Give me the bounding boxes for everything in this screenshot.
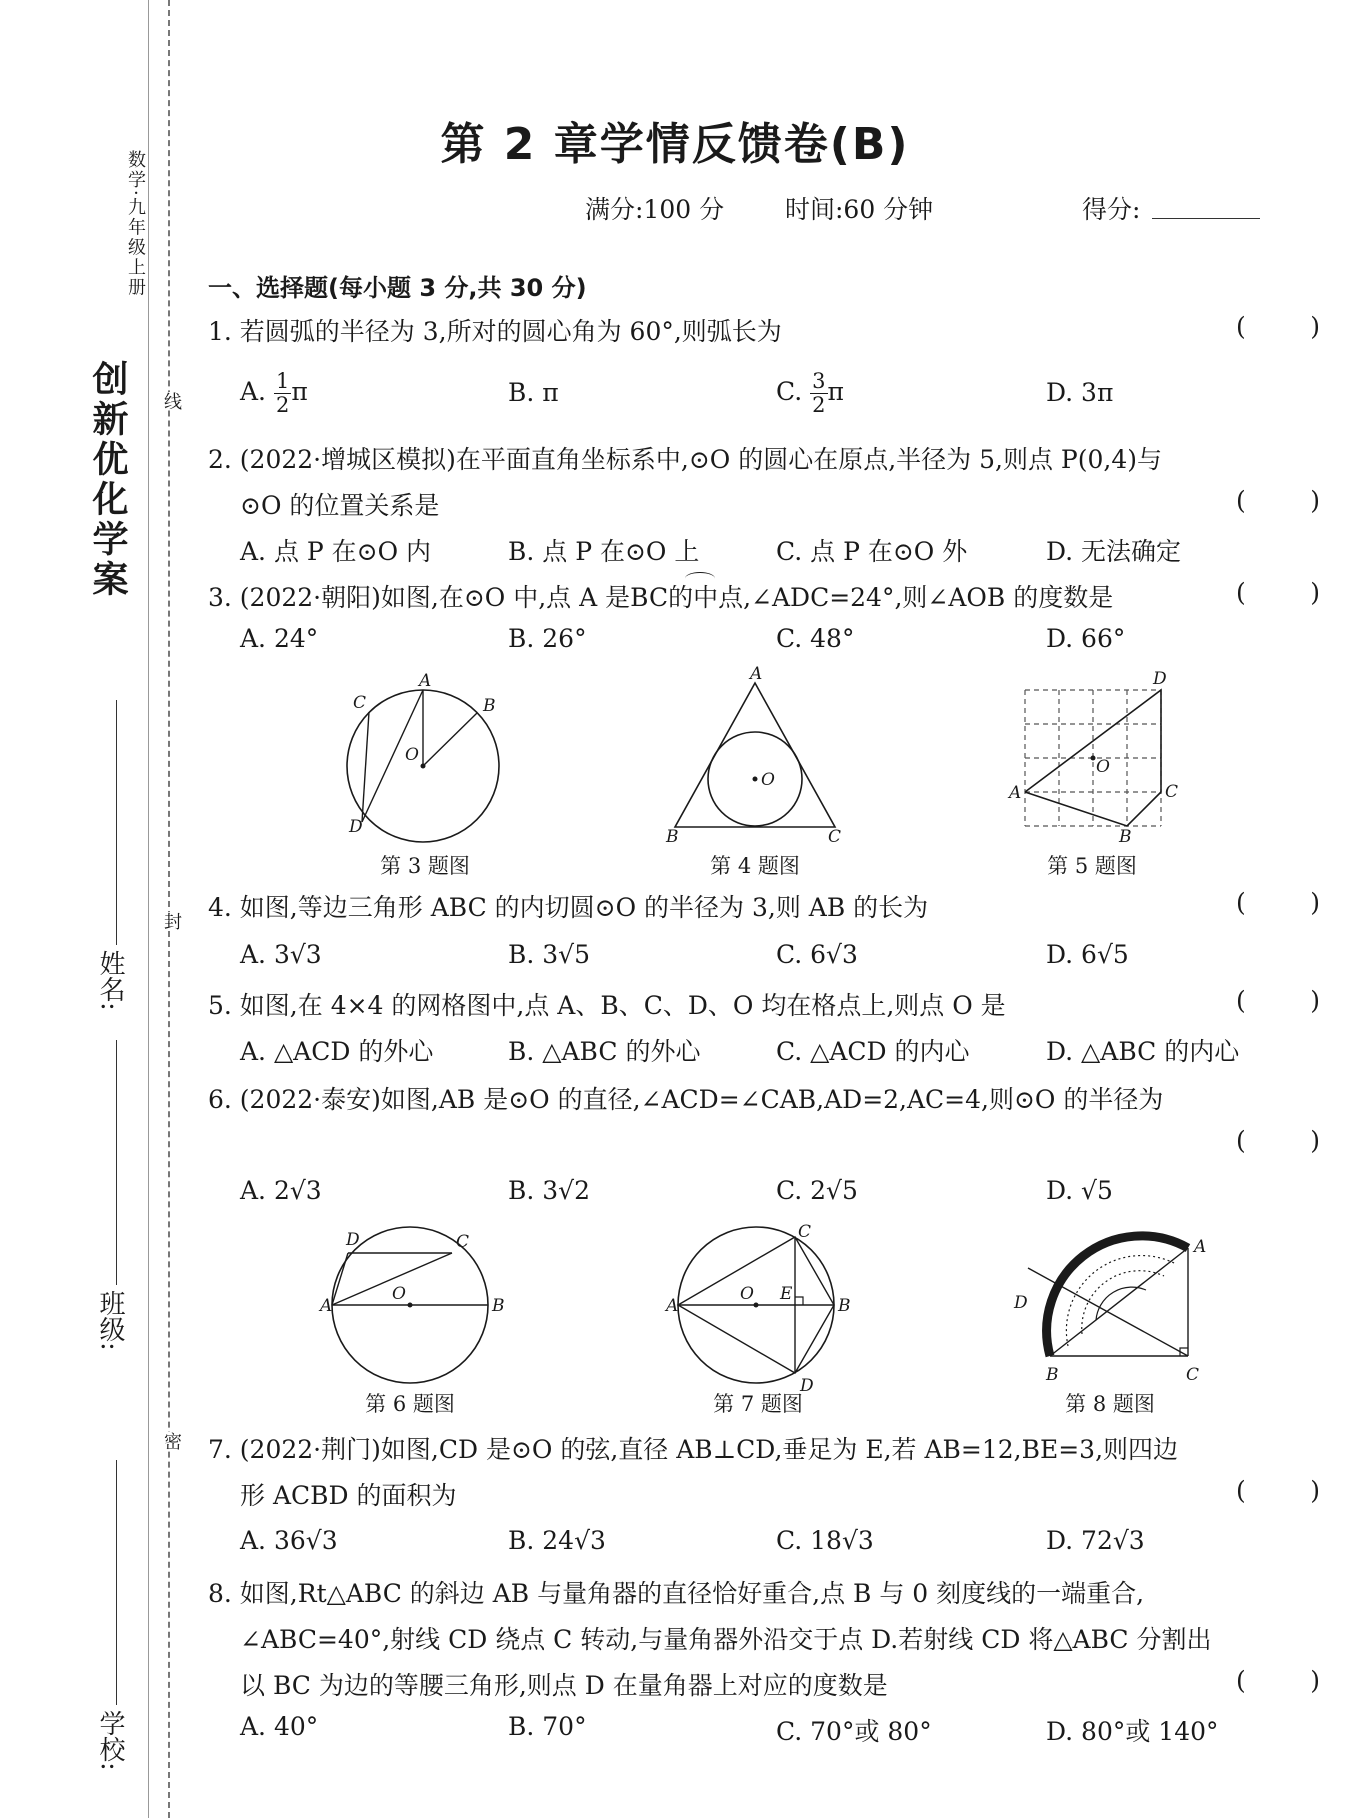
q2-option-c: C. 点 P 在⊙O 外 <box>776 537 968 566</box>
q2-option-d: D. 无法确定 <box>1046 537 1182 566</box>
f7-label-b: B <box>838 1296 851 1316</box>
q5-option-c: C. △ACD 的内心 <box>776 1037 970 1066</box>
f4-label-b: B <box>666 827 679 847</box>
line-label-feng: 封 <box>158 912 184 930</box>
q6-option-c: C. 2√5 <box>776 1176 858 1205</box>
figure-q8-protractor <box>1010 1208 1225 1388</box>
binding-dashed-line <box>168 0 170 1818</box>
q8-option-b: B. 70° <box>508 1712 587 1741</box>
q1-option-c: C. $\frac{3}{2}$ π <box>776 369 844 418</box>
q8-line2: ∠ABC=40°,射线 CD 绕点 C 转动,与量角器外沿交于点 D.若射线 CD 将△ABC 分割出 <box>240 1625 1212 1654</box>
q8-option-c: C. 70°或 80° <box>776 1717 932 1746</box>
q2-option-a: A. 点 P 在⊙O 内 <box>240 537 432 566</box>
q3-text: 3. (2022·朝阳)如图,在⊙O 中,点 A 是BC的中点,∠ADC=24°,则∠AOB 的度数是 <box>208 583 1114 612</box>
class-field-label: 班级: <box>95 1290 125 1351</box>
line-label-xian: 线 <box>158 392 184 410</box>
q7-line1: 7. (2022·荆门)如图,CD 是⊙O 的弦,直径 AB⊥CD,垂足为 E,若 AB=12,BE=3,则四边 <box>208 1435 1179 1464</box>
q7-option-c: C. 18√3 <box>776 1526 874 1555</box>
q6-option-a: A. 2√3 <box>240 1176 322 1205</box>
f3-label-b: B <box>483 696 496 716</box>
f5-label-d: D <box>1153 669 1167 689</box>
q4-option-b: B. 3√5 <box>508 940 591 969</box>
q2-line1: 2. (2022·增城区模拟)在平面直角坐标系中,⊙O 的圆心在原点,半径为 5,则点 P(0,4)与 <box>208 445 1162 474</box>
page-title: 第 2 章学情反馈卷(B) <box>440 119 910 170</box>
q5-option-a: A. △ACD 的外心 <box>240 1037 434 1066</box>
figure-q4-caption: 第 4 题图 <box>710 854 800 878</box>
score-input[interactable] <box>1152 218 1260 219</box>
f6-label-c: C <box>456 1232 470 1252</box>
q2-option-b: B. 点 P 在⊙O 上 <box>508 537 700 566</box>
q3-option-b: B. 26° <box>508 624 587 653</box>
q1-option-a: A. $\frac{1}{2}$ π <box>240 369 308 418</box>
f7-label-c: C <box>798 1222 812 1242</box>
q7-option-b: B. 24√3 <box>508 1526 606 1555</box>
score-label: 得分: <box>1082 195 1141 224</box>
q3-answer-paren[interactable]: ( ) <box>1236 578 1320 607</box>
q8-line3: 以 BC 为边的等腰三角形,则点 D 在量角器上对应的度数是 <box>240 1671 888 1700</box>
f5-label-b: B <box>1119 827 1132 847</box>
figure-q3-circle <box>345 670 525 850</box>
f7-label-e: E <box>780 1284 793 1304</box>
f4-label-a: A <box>750 664 763 684</box>
q2-line2: ⊙O 的位置关系是 <box>240 491 440 520</box>
f6-label-d: D <box>346 1230 360 1250</box>
f7-label-a: A <box>666 1296 679 1316</box>
q6-option-b: B. 3√2 <box>508 1176 591 1205</box>
q4-answer-paren[interactable]: ( ) <box>1236 888 1320 917</box>
q7-option-d: D. 72√3 <box>1046 1526 1145 1555</box>
line-label-mi: 密 <box>158 1432 184 1450</box>
q6-text: 6. (2022·泰安)如图,AB 是⊙O 的直径,∠ACD=∠CAB,AD=2,AC=4,则⊙O 的半径为 <box>208 1085 1164 1114</box>
f5-label-c: C <box>1165 782 1179 802</box>
school-field[interactable] <box>116 1460 117 1705</box>
q1-answer-paren[interactable]: ( ) <box>1236 312 1320 341</box>
q7-line2: 形 ACBD 的面积为 <box>240 1481 457 1510</box>
section-heading: 一、选择题(每小题 3 分,共 30 分) <box>208 274 587 302</box>
f8-label-a: A <box>1194 1237 1207 1257</box>
figure-q5-grid <box>1005 665 1195 845</box>
f7-label-o: O <box>740 1284 754 1304</box>
school-field-label: 学校: <box>95 1710 125 1771</box>
f4-label-o: O <box>761 770 775 790</box>
q3-option-a: A. 24° <box>240 624 319 653</box>
q5-option-d: D. △ABC 的内心 <box>1046 1037 1240 1066</box>
full-score: 满分:100 分 <box>585 195 725 224</box>
f3-label-o: O <box>405 745 419 765</box>
q3-option-c: C. 48° <box>776 624 855 653</box>
q1-text: 1. 若圆弧的半径为 3,所对的圆心角为 60°,则弧长为 <box>208 317 782 346</box>
q4-option-c: C. 6√3 <box>776 940 858 969</box>
f8-label-b: B <box>1046 1365 1059 1385</box>
q2-answer-paren[interactable]: ( ) <box>1236 486 1320 515</box>
q8-line1: 8. 如图,Rt△ABC 的斜边 AB 与量角器的直径恰好重合,点 B 与 0 刻度线的一端重合, <box>208 1579 1145 1608</box>
f8-label-c: C <box>1186 1365 1200 1385</box>
name-field-label: 姓名: <box>95 950 125 1011</box>
figure-q5-caption: 第 5 题图 <box>1047 854 1137 878</box>
f5-label-o: O <box>1096 757 1110 777</box>
q5-answer-paren[interactable]: ( ) <box>1236 986 1320 1015</box>
figure-q4-incircle <box>660 665 850 845</box>
subject-label: 数学·九年级上册 <box>125 150 146 298</box>
class-field[interactable] <box>116 1040 117 1285</box>
f7-label-d: D <box>800 1376 814 1396</box>
f6-label-b: B <box>492 1296 505 1316</box>
q4-option-a: A. 3√3 <box>240 940 322 969</box>
figure-q8-caption: 第 8 题图 <box>1065 1392 1155 1416</box>
name-field[interactable] <box>116 700 117 945</box>
q7-answer-paren[interactable]: ( ) <box>1236 1476 1320 1505</box>
q3-option-d: D. 66° <box>1046 624 1126 653</box>
q3-arc-mark <box>685 572 715 585</box>
brand-logo: 创新优化学案 <box>87 360 128 600</box>
time-limit: 时间:60 分钟 <box>785 195 934 224</box>
q4-option-d: D. 6√5 <box>1046 940 1129 969</box>
q1-option-b: B. π <box>508 378 559 407</box>
figure-q3-caption: 第 3 题图 <box>380 854 470 878</box>
q4-text: 4. 如图,等边三角形 ABC 的内切圆⊙O 的半径为 3,则 AB 的长为 <box>208 893 929 922</box>
f6-label-a: A <box>320 1296 333 1316</box>
q8-option-a: A. 40° <box>240 1712 319 1741</box>
f6-label-o: O <box>392 1284 406 1304</box>
q5-option-b: B. △ABC 的外心 <box>508 1037 701 1066</box>
figure-q7-caption: 第 7 题图 <box>713 1392 803 1416</box>
q1-option-d: D. 3π <box>1046 378 1114 407</box>
q1-a-fraction: $\frac{1}{2}$ <box>275 369 290 418</box>
q7-option-a: A. 36√3 <box>240 1526 338 1555</box>
q6-option-d: D. √5 <box>1046 1176 1113 1205</box>
f8-label-d: D <box>1014 1293 1028 1313</box>
f4-label-c: C <box>828 827 842 847</box>
figure-q6-circle <box>320 1225 510 1405</box>
q1-c-fraction: $\frac{3}{2}$ <box>812 369 826 418</box>
q5-text: 5. 如图,在 4×4 的网格图中,点 A、B、C、D、O 均在格点上,则点 O 是 <box>208 991 1006 1020</box>
q6-answer-paren[interactable]: ( ) <box>1236 1126 1320 1155</box>
binding-solid-line <box>148 0 149 1818</box>
f3-label-c: C <box>353 693 367 713</box>
q8-answer-paren[interactable]: ( ) <box>1236 1666 1320 1695</box>
f3-label-a: A <box>419 671 432 691</box>
f3-label-d: D <box>349 817 363 837</box>
figure-q6-caption: 第 6 题图 <box>365 1392 455 1416</box>
q8-option-d: D. 80°或 140° <box>1046 1717 1219 1746</box>
f5-label-a: A <box>1009 783 1022 803</box>
figure-q7-circle <box>666 1222 858 1405</box>
